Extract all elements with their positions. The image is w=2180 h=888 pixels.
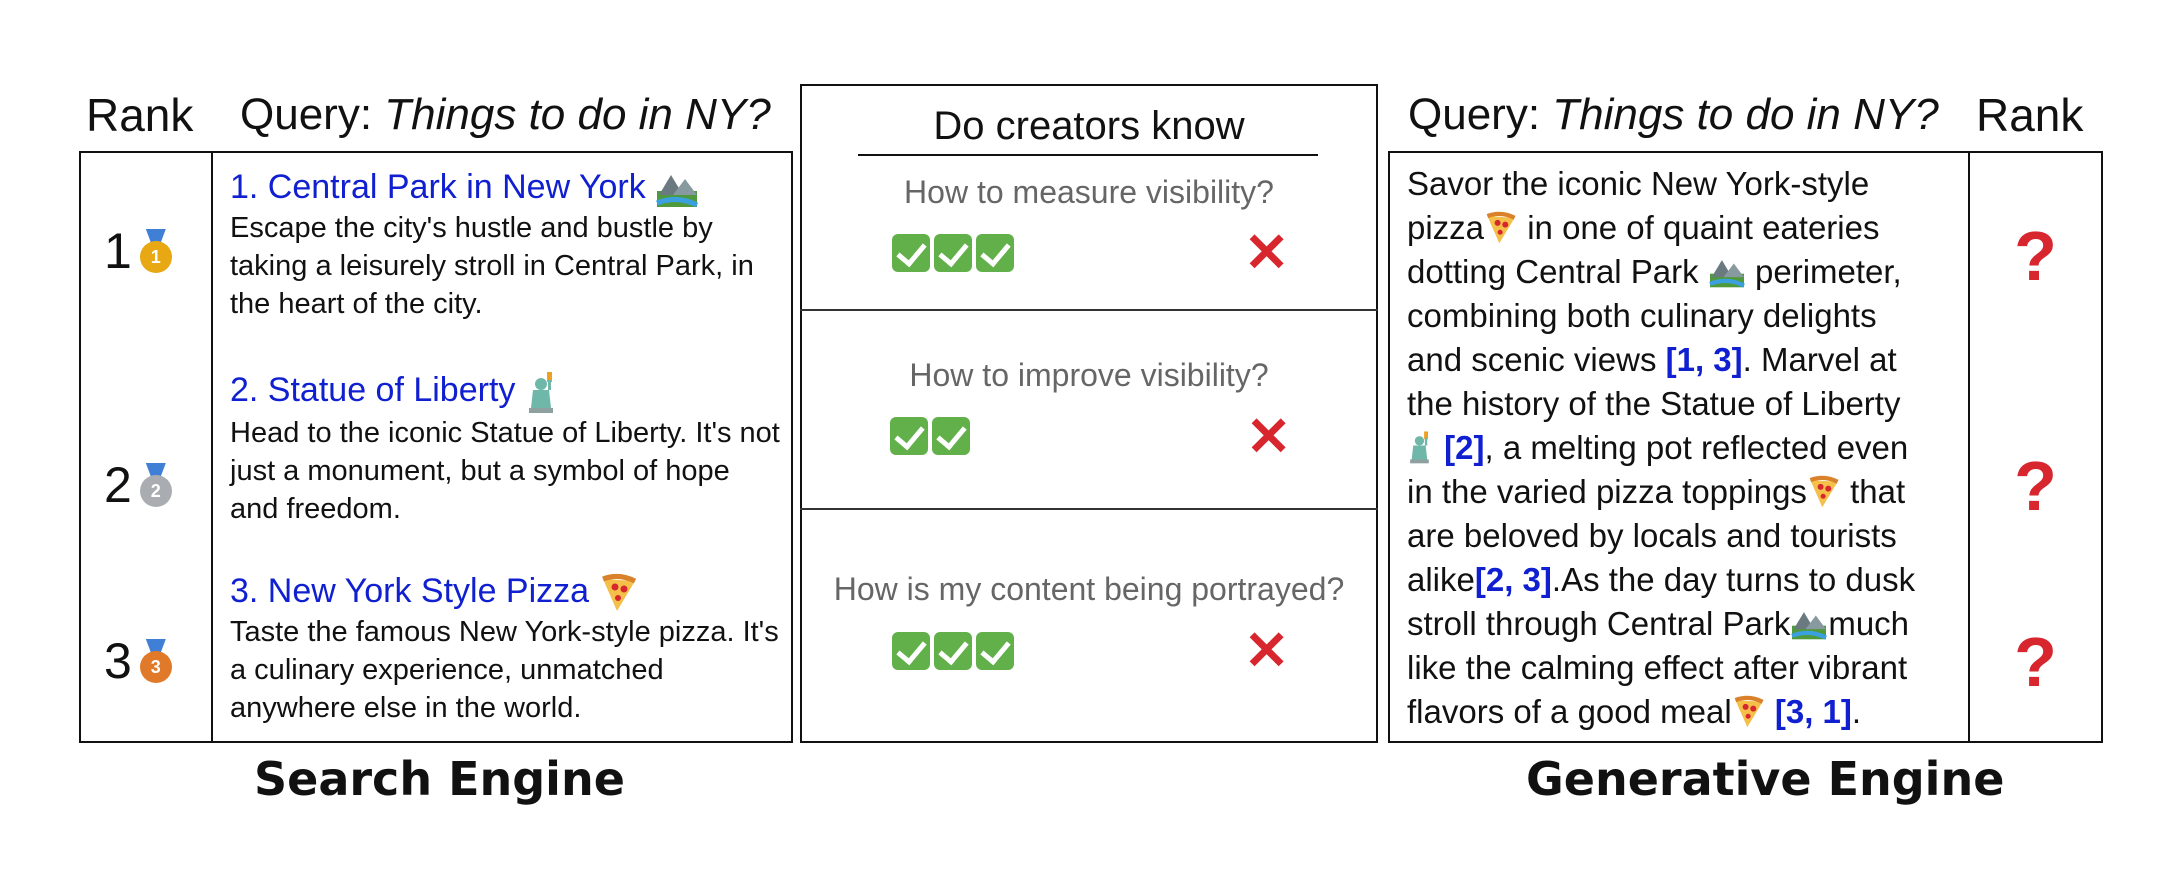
search-result-2 [230, 370, 780, 528]
citation-link[interactable]: [2, 3] [1474, 561, 1552, 598]
bronze-medal-icon: 3 [138, 639, 174, 683]
search-result-1 [230, 168, 780, 323]
result-2-title-link[interactable]: 2. Statue of Liberty [230, 370, 780, 414]
search-rank-2: 2 2 [104, 456, 174, 514]
answer-text: alike [1407, 561, 1475, 598]
answer-text: pizza [1407, 209, 1485, 246]
pizza-icon [1732, 693, 1766, 730]
answer-line [1407, 294, 1967, 338]
answer-text: stroll through Central Park [1407, 605, 1791, 642]
answer-line [1407, 690, 1967, 734]
answer-text: Savor the iconic New York-style [1407, 165, 1870, 202]
question-mark-icon: ? [2014, 447, 2057, 525]
answer-text [1435, 429, 1444, 466]
question-measure-visibility: How to measure visibility? [904, 174, 1274, 210]
divider [800, 508, 1378, 510]
statue-of-liberty-icon [525, 370, 561, 414]
question-content-portrayed: How is my content being portrayed? [833, 571, 1345, 607]
answer-text: combining both culinary delights [1407, 297, 1877, 334]
search-result-3 [230, 572, 780, 727]
answer-line [1407, 250, 1967, 294]
checkmark-icon [934, 632, 972, 670]
generative-engine-label: Generative Engine [1526, 752, 2005, 806]
checkmarks-row [892, 234, 1018, 272]
answer-line [1407, 382, 1967, 426]
answer-text: perimeter, [1745, 253, 1902, 290]
answer-text: are beloved by locals and tourists [1407, 517, 1897, 554]
checkmarks-row [890, 417, 974, 455]
center-title: Do creators know [933, 104, 1245, 148]
search-rank-1: 1 1 [104, 222, 174, 280]
answer-line [1407, 426, 1967, 470]
answer-text: and scenic views [1407, 341, 1666, 378]
cross-mark-icon: ✕ [1246, 407, 1292, 467]
title-underline [858, 154, 1318, 156]
result-2-snippet: Head to the iconic Statue of Liberty. It's not just a monument, but a symbol of hope and freedom. [230, 417, 780, 525]
national-park-icon [1790, 605, 1828, 642]
checkmark-icon [934, 234, 972, 272]
generated-answer-text [1407, 162, 1967, 734]
gen-rank-3 [1968, 622, 2103, 702]
checkmark-icon [976, 632, 1014, 670]
checkmark-icon [932, 417, 970, 455]
gen-rank-header: Rank [1976, 89, 2084, 141]
gen-rank-1 [1968, 216, 2103, 296]
search-engine-label: Search Engine [254, 752, 625, 806]
checkmark-icon [892, 632, 930, 670]
search-rank-header: Rank [86, 89, 194, 141]
citation-link[interactable]: [2] [1444, 429, 1485, 466]
answer-text: in one of quaint eateries [1518, 209, 1880, 246]
checkmark-icon [890, 417, 928, 455]
answer-text: dotting Central Park [1407, 253, 1708, 290]
gen-query-header [1408, 90, 1939, 140]
answer-line [1407, 602, 1967, 646]
answer-text: much [1828, 605, 1910, 642]
gen-rank-2 [1968, 446, 2103, 526]
pizza-icon [1484, 209, 1518, 246]
answer-line [1407, 558, 1967, 602]
answer-line [1407, 646, 1967, 690]
silver-medal-icon: 2 [138, 463, 174, 507]
national-park-icon [1708, 253, 1746, 290]
citation-link[interactable]: [3, 1] [1765, 693, 1852, 730]
answer-line [1407, 162, 1967, 206]
statue-of-liberty-icon [1407, 429, 1435, 466]
answer-text: flavors of a good meal [1407, 693, 1732, 730]
national-park-icon [655, 169, 699, 209]
pizza-icon [1807, 473, 1841, 510]
question-mark-icon: ? [2014, 217, 2057, 295]
search-query-text: Things to do in NY? [384, 90, 771, 139]
search-rank-3: 3 3 [104, 632, 174, 690]
result-3-snippet: Taste the famous New York-style pizza. It's a culinary experience, unmatched anywhere else in the world. [230, 616, 779, 725]
answer-text: like the calming effect after vibrant [1407, 649, 1908, 686]
checkmark-icon [976, 234, 1014, 272]
answer-text: that [1840, 473, 1906, 510]
answer-text: , a melting pot reflected even [1484, 429, 1909, 466]
answer-line [1407, 338, 1967, 382]
checkmark-icon [892, 234, 930, 272]
search-query-header [240, 90, 771, 140]
answer-text: . [1851, 693, 1862, 730]
result-1-snippet: Escape the city's hustle and bustle by taking a leisurely stroll in Central Park, in the heart of the city. [230, 212, 754, 321]
cross-mark-icon: ✕ [1244, 621, 1290, 681]
gen-query-label: Query: [1408, 90, 1541, 139]
answer-text: .As the day turns to dusk [1551, 561, 1916, 598]
citation-link[interactable]: [1, 3] [1665, 341, 1743, 378]
question-mark-icon: ? [2014, 623, 2057, 701]
search-query-label: Query: [240, 90, 373, 139]
pizza-icon [599, 573, 639, 613]
answer-line [1407, 470, 1967, 514]
answer-text: in the varied pizza toppings [1407, 473, 1807, 510]
gen-query-text: Things to do in NY? [1552, 90, 1939, 139]
question-improve-visibility: How to improve visibility? [909, 357, 1269, 393]
divider [800, 309, 1378, 311]
cross-mark-icon: ✕ [1244, 223, 1290, 283]
answer-line [1407, 514, 1967, 558]
answer-text: . Marvel at [1742, 341, 1897, 378]
result-1-title-link[interactable]: 1. Central Park in New York [230, 168, 780, 209]
answer-text: the history of the Statue of Liberty [1407, 385, 1901, 422]
checkmarks-row [892, 632, 1018, 670]
result-3-title-link[interactable]: 3. New York Style Pizza [230, 572, 780, 613]
gold-medal-icon: 1 [138, 229, 174, 273]
answer-line [1407, 206, 1967, 250]
